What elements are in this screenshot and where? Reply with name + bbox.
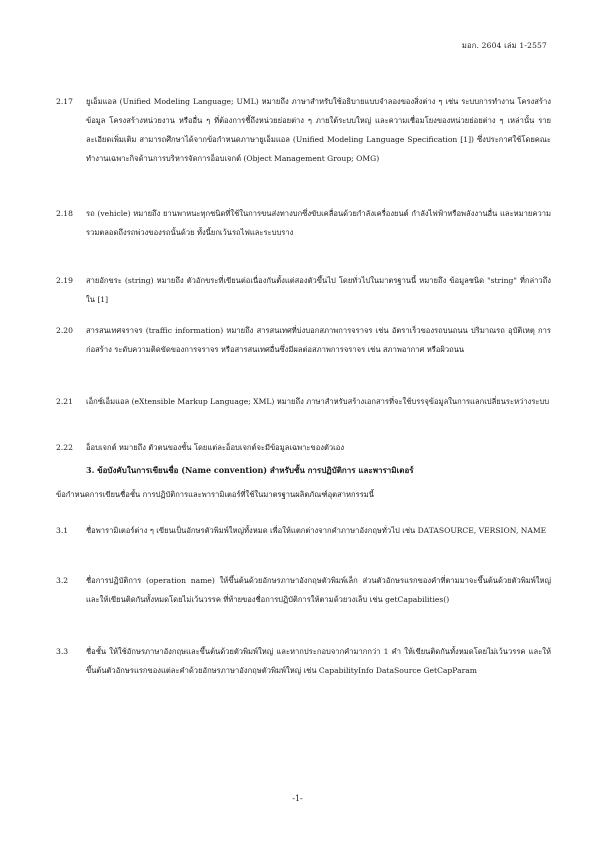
item-text: สารสนเทศจราจร (traffic information) หมายถึง สารสนเทศที่บ่งบอกสภาพการจราจร เช่น อัตราเร็วของรถบนถนน ปริมาณรถ อุบัติเหตุ การก่อสร้าง ระดับความติดขัดของการจราจร หรือสารสนเทศอื่นซึ่งมีผลต่อสภาพการจราจร เช่น สภาพอากาศ หรือผิวถนน (86, 326, 551, 354)
page-number: -1- (292, 794, 303, 803)
section-heading: 3. ข้อบังคับในการเขียนชื่อ (Name convention) สำหรับชั้น การปฏิบัติการ และพารามิเตอร์ (86, 465, 414, 475)
rule-3-2 (56, 571, 551, 609)
section-intro: ข้อกำหนดการเขียนชื่อชั้น การปฏิบัติการและพารามิเตอร์ที่ใช้ในมาตรฐานผลิตภัณฑ์อุตสาหกรรมนี้ (56, 490, 374, 499)
definition-2-20 (56, 321, 551, 359)
document-reference: มอก. 2604 เล่ม 1-2557 (461, 41, 547, 50)
rule-3-1 (56, 521, 551, 540)
item-number: 2.17 (56, 97, 73, 106)
rule-3-3 (56, 642, 551, 680)
definition-2-22 (56, 438, 551, 457)
item-number: 2.20 (56, 326, 73, 335)
definition-2-17 (56, 92, 551, 168)
definition-2-19 (56, 271, 551, 309)
item-number: 3.3 (56, 647, 69, 656)
definition-2-21 (56, 392, 551, 411)
item-number: 3.2 (56, 576, 69, 585)
item-text: สายอักขระ (string) หมายถึง ตัวอักขระที่เขียนต่อเนื่องกันตั้งแต่สองตัวขึ้นไป โดยทั่วไปในมาตรฐานนี้ หมายถึง ข้อมูลชนิด "string" ที่กล่าวถึงใน [1] (86, 276, 551, 304)
item-text: รถ (vehicle) หมายถึง ยานพาหนะทุกชนิดที่ใช้ในการขนส่งทางบกซึ่งขับเคลื่อนด้วยกำลังเครื่องยนต์ กำลังไฟฟ้าหรือพลังงานอื่น และหมายความรวมตลอดถึงรถพ่วงของรถนั้นด้วย ทั้งนี้ยกเว้นรถไฟและระบบราง (86, 209, 551, 237)
item-number: 2.21 (56, 397, 73, 406)
item-text: ชื่อการปฏิบัติการ (operation name) ให้ขึ้นต้นด้วยอักษรภาษาอังกฤษตัวพิมพ์เล็ก ส่วนตัวอักษรแรกของคำที่ตามมาจะขึ้นต้นด้วยตัวพิมพ์ใหญ่และให้เขียนติดกันทั้งหมดโดยไม่เว้นวรรค ที่ท้ายของชื่อการปฏิบัติการให้ตามด้วยวงเล็บ เช่น getCapabilities() (86, 576, 551, 604)
item-number: 3.1 (56, 526, 69, 535)
item-text: เอ็กซ์เอ็มแอล (eXtensible Markup Language; XML) หมายถึง ภาษาสำหรับสร้างเอกสารที่จะใช้บรรจุข้อมูลในการแลกเปลี่ยนระหว่างระบบ (86, 397, 550, 406)
item-number: 2.19 (56, 276, 73, 285)
item-text: อ็อบเจกต์ หมายถึง ตัวตนของชั้น โดยแต่ละอ็อบเจกต์จะมีข้อมูลเฉพาะของตัวเอง (86, 443, 345, 452)
item-number: 2.22 (56, 443, 73, 452)
definition-2-18 (56, 204, 551, 242)
item-number: 2.18 (56, 209, 73, 218)
item-text: ชื่อพารามิเตอร์ต่าง ๆ เขียนเป็นอักษรตัวพิมพ์ใหญ่ทั้งหมด เพื่อให้แตกต่างจากคำภาษาอังกฤษทั่วไป เช่น DATASOURCE, VERSION, NAME (86, 526, 547, 535)
item-text: ยูเอ็มแอล (Unified Modeling Language; UML) หมายถึง ภาษาสำหรับใช้อธิบายแบบจำลองของสิ่งต่าง ๆ เช่น ระบบการทำงาน โครงสร้างข้อมูล โครงสร้างหน่วยงาน หรืออื่น ๆ ที่ต้องการชี้ถึงหน่วยย่อยต่าง ๆ ภายใต้ระบบใหญ่ และความเชื่อมโยงของหน่วยย่อยต่าง ๆ เหล่านั้น รายละเอียดเพิ่มเติม สามารถศึกษาได้จากข้อกำหนดภาษายูเอ็มแอล (Unified Modeling Language Specification [1]) ซึ่งประกาศใช้โดยคณะทำงานเฉพาะกิจด้านการบริหารจัดการอ็อบเจกต์ (Object Management Group; OMG) (86, 97, 551, 163)
item-text: ชื่อชั้น ให้ใช้อักษรภาษาอังกฤษและขึ้นต้นด้วยตัวพิมพ์ใหญ่ และหากประกอบจากคำมากกว่า 1 คำ ให้เขียนติดกันทั้งหมดโดยไม่เว้นวรรค และให้ขึ้นต้นตัวอักษรแรกของแต่ละคำด้วยอักษรภาษาอังกฤษตัวพิมพ์ใหญ่ เช่น CapabilityInfo DataSource GetCapParam (86, 647, 551, 675)
